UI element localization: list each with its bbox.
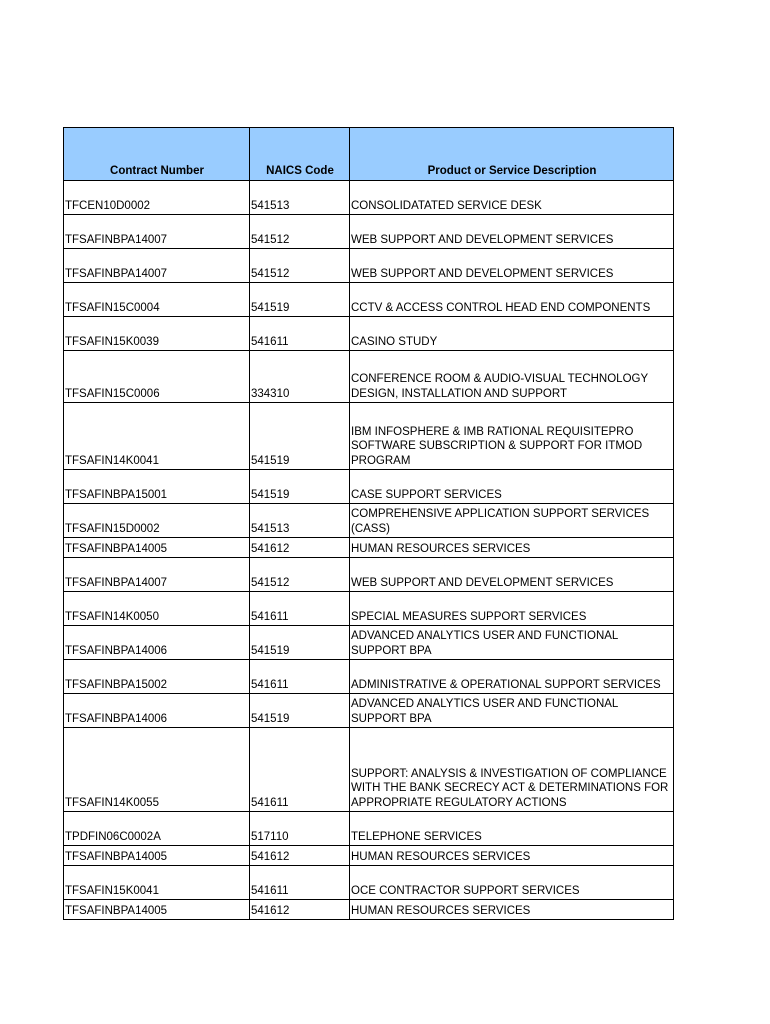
naics-code-cell: 541611 (250, 317, 350, 351)
table-row (64, 660, 674, 694)
naics-code-cell: 541611 (250, 728, 350, 812)
table-row (64, 283, 674, 317)
table-row (64, 694, 674, 728)
contract-number-cell: TFSAFIN15K0039 (64, 317, 250, 351)
naics-code-cell: 541519 (250, 694, 350, 728)
description-cell: OCE CONTRACTOR SUPPORT SERVICES (350, 866, 674, 900)
contract-number-cell: TFSAFIN14K0055 (64, 728, 250, 812)
contract-number-cell: TFSAFINBPA14007 (64, 249, 250, 283)
contract-number-cell: TFSAFINBPA15002 (64, 660, 250, 694)
naics-code-cell: 541519 (250, 470, 350, 504)
contract-number-cell: TFSAFINBPA14005 (64, 538, 250, 558)
contract-number-cell: TFSAFINBPA14005 (64, 846, 250, 866)
description-cell: CASINO STUDY (350, 317, 674, 351)
contract-number-cell: TFSAFINBPA14006 (64, 626, 250, 660)
naics-code-cell: 541611 (250, 660, 350, 694)
naics-code-cell: 541612 (250, 900, 350, 920)
description-cell: IBM INFOSPHERE & IMB RATIONAL REQUISITEPRO SOFTWARE SUBSCRIPTION & SUPPORT FOR ITMOD PROGRAM (350, 403, 674, 470)
description-cell: CONFERENCE ROOM & AUDIO-VISUAL TECHNOLOGY DESIGN, INSTALLATION AND SUPPORT (350, 351, 674, 403)
description-cell: SUPPORT: ANALYSIS & INVESTIGATION OF COMPLIANCE WITH THE BANK SECRECY ACT & DETERMINATIONS FOR APPROPRIATE REGULATORY ACTIONS (350, 728, 674, 812)
contract-number-cell: TFSAFIN15C0006 (64, 351, 250, 403)
contract-number-cell: TFCEN10D0002 (64, 181, 250, 215)
naics-code-cell: 541612 (250, 846, 350, 866)
naics-code-cell: 541513 (250, 181, 350, 215)
description-cell: WEB SUPPORT AND DEVELOPMENT SERVICES (350, 249, 674, 283)
table-row (64, 538, 674, 558)
naics-code-cell: 334310 (250, 351, 350, 403)
table-row (64, 403, 674, 470)
contract-number-cell: TFSAFIN15D0002 (64, 504, 250, 538)
naics-code-cell: 541513 (250, 504, 350, 538)
naics-code-cell: 517110 (250, 812, 350, 846)
naics-code-cell: 541512 (250, 249, 350, 283)
table-row (64, 626, 674, 660)
table-row (64, 317, 674, 351)
contract-number-cell: TFSAFINBPA14005 (64, 900, 250, 920)
table-row (64, 351, 674, 403)
table-row (64, 470, 674, 504)
description-cell: COMPREHENSIVE APPLICATION SUPPORT SERVICES (CASS) (350, 504, 674, 538)
table-row (64, 558, 674, 592)
contract-number-cell: TFSAFINBPA14007 (64, 215, 250, 249)
contract-number-cell: TFSAFIN15K0041 (64, 866, 250, 900)
header-product-description: Product or Service Description (350, 128, 674, 181)
description-cell: ADVANCED ANALYTICS USER AND FUNCTIONAL SUPPORT BPA (350, 694, 674, 728)
naics-code-cell: 541519 (250, 403, 350, 470)
description-cell: ADMINISTRATIVE & OPERATIONAL SUPPORT SERVICES (350, 660, 674, 694)
header-contract-number: Contract Number (64, 128, 250, 181)
description-cell: HUMAN RESOURCES SERVICES (350, 538, 674, 558)
description-cell: ADVANCED ANALYTICS USER AND FUNCTIONAL SUPPORT BPA (350, 626, 674, 660)
table-row (64, 504, 674, 538)
table-body (64, 181, 674, 920)
table-row (64, 812, 674, 846)
naics-code-cell: 541612 (250, 538, 350, 558)
naics-code-cell: 541519 (250, 283, 350, 317)
naics-code-cell: 541519 (250, 626, 350, 660)
table-row (64, 215, 674, 249)
description-cell: CONSOLIDATATED SERVICE DESK (350, 181, 674, 215)
contract-number-cell: TFSAFIN15C0004 (64, 283, 250, 317)
contract-number-cell: TPDFIN06C0002A (64, 812, 250, 846)
naics-code-cell: 541611 (250, 592, 350, 626)
table-row (64, 846, 674, 866)
contract-number-cell: TFSAFINBPA14006 (64, 694, 250, 728)
table-row (64, 249, 674, 283)
contract-number-cell: TFSAFIN14K0041 (64, 403, 250, 470)
table-row (64, 900, 674, 920)
contract-number-cell: TFSAFINBPA15001 (64, 470, 250, 504)
table-row (64, 592, 674, 626)
description-cell: HUMAN RESOURCES SERVICES (350, 900, 674, 920)
table-row (64, 728, 674, 812)
description-cell: SPECIAL MEASURES SUPPORT SERVICES (350, 592, 674, 626)
description-cell: CASE SUPPORT SERVICES (350, 470, 674, 504)
table-row (64, 866, 674, 900)
header-row (64, 128, 674, 181)
description-cell: WEB SUPPORT AND DEVELOPMENT SERVICES (350, 215, 674, 249)
header-naics-code: NAICS Code (250, 128, 350, 181)
description-cell: HUMAN RESOURCES SERVICES (350, 846, 674, 866)
contract-number-cell: TFSAFIN14K0050 (64, 592, 250, 626)
table-row (64, 181, 674, 215)
contract-number-cell: TFSAFINBPA14007 (64, 558, 250, 592)
naics-code-cell: 541512 (250, 215, 350, 249)
description-cell: TELEPHONE SERVICES (350, 812, 674, 846)
naics-code-cell: 541611 (250, 866, 350, 900)
description-cell: WEB SUPPORT AND DEVELOPMENT SERVICES (350, 558, 674, 592)
naics-code-cell: 541512 (250, 558, 350, 592)
description-cell: CCTV & ACCESS CONTROL HEAD END COMPONENTS (350, 283, 674, 317)
contracts-table (63, 127, 674, 920)
